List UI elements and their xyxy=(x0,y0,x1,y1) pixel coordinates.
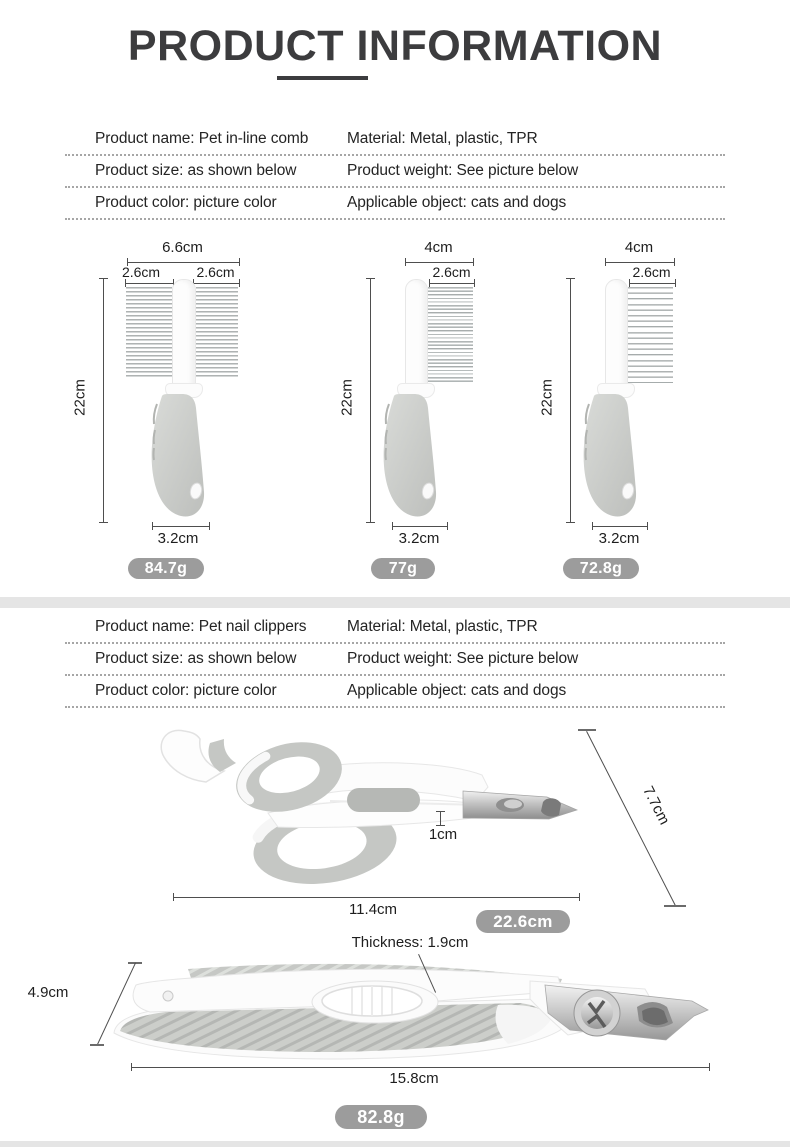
comb1-height-dim-line xyxy=(99,278,108,523)
comb-spec-table xyxy=(65,124,725,220)
spec-material: Material: Metal, plastic, TPR xyxy=(347,130,538,147)
comb1-teeth-right-dim-line xyxy=(193,279,240,287)
page-title: PRODUCT INFORMATION xyxy=(127,22,663,70)
spec-product-name: Product name: Pet nail clippers xyxy=(95,618,307,635)
plier-clipper-illustration xyxy=(100,955,710,1060)
comb1-handle-width-dim-line xyxy=(152,522,210,530)
scissor-blade-width-mark xyxy=(436,811,445,826)
spec-product-name: Product name: Pet in-line comb xyxy=(95,130,309,147)
comb1-height-label: 22cm xyxy=(71,379,89,416)
spec-applicable-object: Applicable object: cats and dogs xyxy=(347,194,567,211)
comb3-teeth-label: 2.6cm xyxy=(632,264,671,280)
spec-product-weight: Product weight: See picture below xyxy=(347,650,579,667)
spec-row xyxy=(65,124,725,156)
comb2-spine xyxy=(405,279,428,387)
comb3-handle-width-dim-line xyxy=(592,522,648,530)
section-divider xyxy=(0,597,790,608)
spec-row xyxy=(65,188,725,220)
plier-height-label: 4.9cm xyxy=(27,984,69,1001)
spec-row xyxy=(65,156,725,188)
comb3-handle-illustration xyxy=(580,394,644,520)
comb1-teeth-left-label: 2.6cm xyxy=(121,264,161,280)
comb1-handle-illustration xyxy=(148,394,212,520)
comb1-teeth-left-dim-line xyxy=(125,279,174,287)
scissor-diagonal-label: 7.7cm xyxy=(639,783,673,828)
comb3-height-dim-line xyxy=(566,278,575,523)
comb2-teeth xyxy=(428,287,473,383)
spec-product-color: Product color: picture color xyxy=(95,682,277,699)
scissor-length-dim-line xyxy=(173,893,580,901)
comb2-handle-illustration xyxy=(380,394,444,520)
bottom-divider xyxy=(0,1141,790,1147)
comb1-width-label: 6.6cm xyxy=(162,239,203,256)
comb2-handle-width-label: 3.2cm xyxy=(398,530,440,547)
comb1-teeth-right-label: 2.6cm xyxy=(196,264,235,280)
scissor-blade-width-label: 1cm xyxy=(428,826,458,843)
spec-applicable-object: Applicable object: cats and dogs xyxy=(347,682,567,699)
scissor-diag-bottom-tick xyxy=(664,905,686,907)
scissor-length-label: 11.4cm xyxy=(348,901,398,918)
comb1-weight-badge: 84.7g xyxy=(128,558,204,579)
comb1-teeth-right xyxy=(196,287,238,379)
spec-row xyxy=(65,676,725,708)
comb2-weight-badge: 77g xyxy=(371,558,435,579)
comb3-teeth-dim-line xyxy=(629,279,676,287)
plier-thickness-label: Thickness: 1.9cm xyxy=(351,934,469,951)
comb2-teeth-dim-line xyxy=(429,279,475,287)
comb3-spine xyxy=(605,279,628,387)
comb1-teeth-left xyxy=(126,287,172,379)
spec-row xyxy=(65,612,725,644)
comb3-weight-badge: 72.8g xyxy=(563,558,639,579)
spec-product-color: Product color: picture color xyxy=(95,194,277,211)
comb3-teeth xyxy=(628,287,673,383)
comb3-handle-width-label: 3.2cm xyxy=(598,530,640,547)
clipper-spec-table xyxy=(65,612,725,708)
plier-length-label: 15.8cm xyxy=(389,1070,439,1087)
comb3-height-label: 22cm xyxy=(538,379,556,416)
spec-product-size: Product size: as shown below xyxy=(95,162,297,179)
comb1-handle-width-label: 3.2cm xyxy=(157,530,199,547)
spec-row xyxy=(65,644,725,676)
spec-material: Material: Metal, plastic, TPR xyxy=(347,618,538,635)
spec-product-weight: Product weight: See picture below xyxy=(347,162,579,179)
plier-weight-badge: 82.8g xyxy=(335,1105,427,1129)
comb2-width-label: 4cm xyxy=(424,239,453,256)
comb3-width-label: 4cm xyxy=(624,239,654,256)
plier-diag-bottom-tick xyxy=(90,1044,104,1046)
scissor-clipper-illustration xyxy=(150,725,590,905)
spec-product-size: Product size: as shown below xyxy=(95,650,297,667)
comb1-spine xyxy=(172,279,196,387)
comb2-height-dim-line xyxy=(366,278,375,523)
title-underline xyxy=(277,76,368,80)
comb2-teeth-label: 2.6cm xyxy=(432,264,471,280)
scissor-total-length-badge: 22.6cm xyxy=(476,910,570,933)
comb2-handle-width-dim-line xyxy=(392,522,448,530)
comb2-height-label: 22cm xyxy=(338,379,356,416)
